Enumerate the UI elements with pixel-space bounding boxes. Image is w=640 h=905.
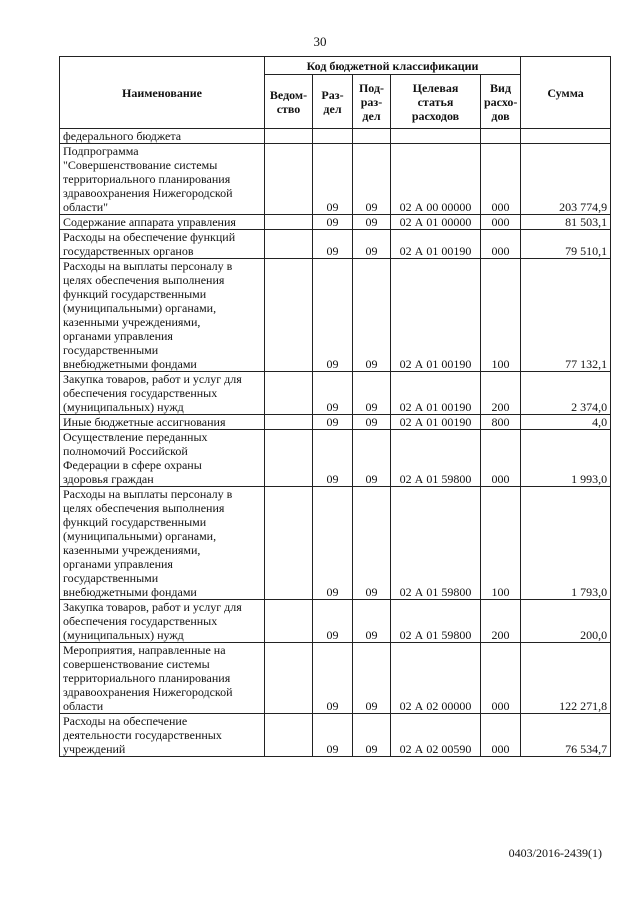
cell-vedomstvo	[265, 430, 313, 487]
table-row	[60, 643, 611, 714]
cell-sum: 203 774,9	[521, 144, 611, 215]
header-sum: Сумма	[521, 57, 611, 129]
cell-vedomstvo	[265, 372, 313, 415]
cell-target-article: 02 А 02 00000	[391, 643, 481, 714]
table-row	[60, 144, 611, 215]
cell-name: Расходы на обеспечение деятельности государственных учреждений	[60, 714, 265, 757]
table-row	[60, 487, 611, 600]
cell-expense-type: 000	[481, 643, 521, 714]
table-header	[60, 57, 611, 129]
cell-razdel: 09	[313, 144, 353, 215]
cell-vedomstvo	[265, 259, 313, 372]
cell-vedomstvo	[265, 600, 313, 643]
cell-sum: 81 503,1	[521, 215, 611, 230]
cell-sum: 76 534,7	[521, 714, 611, 757]
cell-target-article: 02 А 01 00000	[391, 215, 481, 230]
cell-podrazdel: 09	[353, 487, 391, 600]
cell-expense-type: 100	[481, 487, 521, 600]
cell-podrazdel: 09	[353, 372, 391, 415]
cell-target-article: 02 А 01 59800	[391, 430, 481, 487]
cell-target-article: 02 А 01 59800	[391, 487, 481, 600]
header-expense-type: Вид расхо- дов	[481, 75, 521, 129]
cell-razdel: 09	[313, 230, 353, 259]
cell-name: федерального бюджета	[60, 129, 265, 144]
cell-sum: 122 271,8	[521, 643, 611, 714]
cell-target-article: 02 А 01 00190	[391, 259, 481, 372]
cell-target-article: 02 А 01 00190	[391, 372, 481, 415]
table-row	[60, 430, 611, 487]
cell-expense-type: 000	[481, 430, 521, 487]
cell-razdel: 09	[313, 643, 353, 714]
cell-razdel: 09	[313, 487, 353, 600]
table-row	[60, 415, 611, 430]
header-razdel: Раз- дел	[313, 75, 353, 129]
header-target-article: Целевая статья расходов	[391, 75, 481, 129]
cell-vedomstvo	[265, 714, 313, 757]
cell-name: Подпрограмма "Совершенствование системы территориального планирования здравоохранения Нижегородской области"	[60, 144, 265, 215]
budget-table	[59, 56, 611, 757]
cell-podrazdel: 09	[353, 230, 391, 259]
table-row	[60, 230, 611, 259]
cell-name: Мероприятия, направленные на совершенствование системы территориального планирования здравоохранения Нижегородской области	[60, 643, 265, 714]
header-name: Наименование	[60, 57, 265, 129]
cell-name: Закупка товаров, работ и услуг для обеспечения государственных (муниципальных) нужд	[60, 372, 265, 415]
cell-razdel	[313, 129, 353, 144]
page-number: 30	[313, 34, 327, 49]
cell-name: Расходы на выплаты персоналу в целях обеспечения выполнения функций государственными (муниципальными) органами, казенными учреждениями, органами управления государственными внебюджетными фондами	[60, 487, 265, 600]
header-vedomstvo: Ведом- ство	[265, 75, 313, 129]
table-row	[60, 215, 611, 230]
cell-name: Расходы на выплаты персоналу в целях обеспечения выполнения функций государственными (муниципальными) органами, казенными учреждениями, органами управления государственными внебюджетными фондами	[60, 259, 265, 372]
table-row	[60, 600, 611, 643]
cell-target-article: 02 А 01 00190	[391, 415, 481, 430]
table-body	[60, 129, 611, 757]
cell-sum	[521, 129, 611, 144]
table-row	[60, 372, 611, 415]
cell-target-article: 02 А 01 00190	[391, 230, 481, 259]
cell-vedomstvo	[265, 415, 313, 430]
cell-vedomstvo	[265, 487, 313, 600]
cell-razdel: 09	[313, 714, 353, 757]
cell-expense-type	[481, 129, 521, 144]
cell-vedomstvo	[265, 230, 313, 259]
table-row	[60, 259, 611, 372]
cell-sum: 1 993,0	[521, 430, 611, 487]
cell-podrazdel: 09	[353, 600, 391, 643]
cell-expense-type: 000	[481, 144, 521, 215]
cell-sum: 2 374,0	[521, 372, 611, 415]
cell-target-article: 02 А 02 00590	[391, 714, 481, 757]
cell-podrazdel: 09	[353, 144, 391, 215]
cell-sum: 200,0	[521, 600, 611, 643]
header-podrazdel: Под- раз- дел	[353, 75, 391, 129]
cell-razdel: 09	[313, 372, 353, 415]
cell-podrazdel: 09	[353, 430, 391, 487]
cell-sum: 1 793,0	[521, 487, 611, 600]
cell-expense-type: 100	[481, 259, 521, 372]
cell-vedomstvo	[265, 215, 313, 230]
cell-podrazdel: 09	[353, 714, 391, 757]
cell-expense-type: 000	[481, 230, 521, 259]
cell-sum: 79 510,1	[521, 230, 611, 259]
cell-podrazdel: 09	[353, 643, 391, 714]
cell-vedomstvo	[265, 129, 313, 144]
cell-podrazdel: 09	[353, 259, 391, 372]
cell-expense-type: 000	[481, 714, 521, 757]
cell-razdel: 09	[313, 430, 353, 487]
cell-name: Закупка товаров, работ и услуг для обеспечения государственных (муниципальных) нужд	[60, 600, 265, 643]
cell-name: Расходы на обеспечение функций государственных органов	[60, 230, 265, 259]
cell-name: Иные бюджетные ассигнования	[60, 415, 265, 430]
cell-target-article: 02 А 00 00000	[391, 144, 481, 215]
cell-expense-type: 200	[481, 372, 521, 415]
cell-expense-type: 800	[481, 415, 521, 430]
document-code: 0403/2016-2439(1)	[508, 846, 602, 860]
cell-razdel: 09	[313, 415, 353, 430]
cell-name: Содержание аппарата управления	[60, 215, 265, 230]
cell-expense-type: 200	[481, 600, 521, 643]
cell-podrazdel: 09	[353, 215, 391, 230]
table-row	[60, 129, 611, 144]
cell-name: Осуществление переданных полномочий Российской Федерации в сфере охраны здоровья граждан	[60, 430, 265, 487]
header-classification-group: Код бюджетной классификации	[265, 57, 521, 75]
cell-vedomstvo	[265, 643, 313, 714]
cell-vedomstvo	[265, 144, 313, 215]
cell-razdel: 09	[313, 215, 353, 230]
cell-razdel: 09	[313, 259, 353, 372]
cell-sum: 77 132,1	[521, 259, 611, 372]
cell-razdel: 09	[313, 600, 353, 643]
cell-expense-type: 000	[481, 215, 521, 230]
cell-podrazdel	[353, 129, 391, 144]
cell-sum: 4,0	[521, 415, 611, 430]
cell-target-article	[391, 129, 481, 144]
table-row	[60, 714, 611, 757]
cell-podrazdel: 09	[353, 415, 391, 430]
cell-target-article: 02 А 01 59800	[391, 600, 481, 643]
